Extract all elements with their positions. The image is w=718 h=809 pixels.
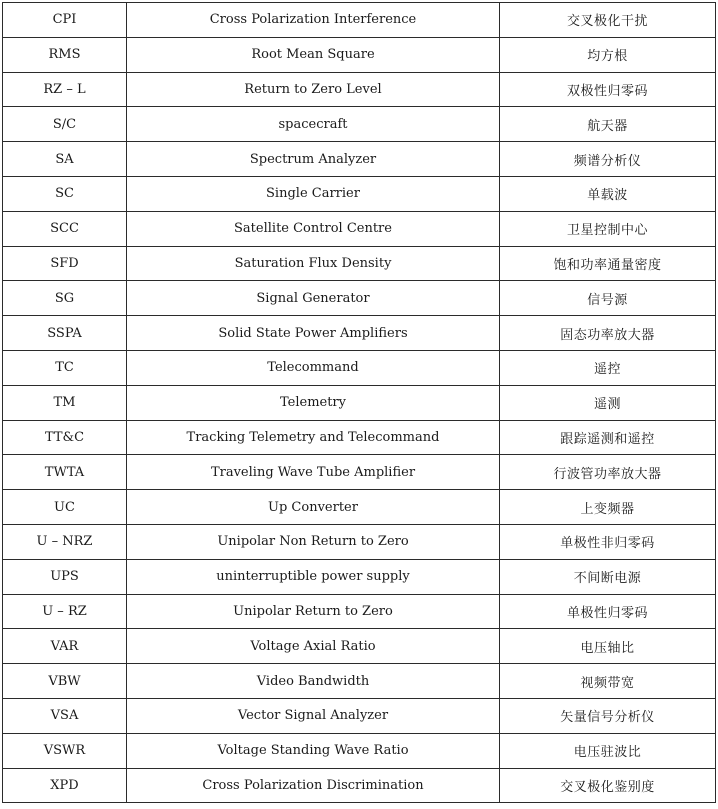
chinese-term-cell: 卫星控制中心 — [500, 211, 716, 246]
full-term-cell: Voltage Standing Wave Ratio — [127, 733, 500, 768]
table-row — [3, 594, 716, 629]
abbreviation-cell: SSPA — [3, 316, 127, 351]
full-term-cell: Signal Generator — [127, 281, 500, 316]
full-term-cell: Up Converter — [127, 490, 500, 525]
table-row — [3, 37, 716, 72]
full-term-cell: Unipolar Non Return to Zero — [127, 524, 500, 559]
full-term-cell: Spectrum Analyzer — [127, 142, 500, 177]
table-row — [3, 3, 716, 38]
abbreviation-cell: SCC — [3, 211, 127, 246]
abbreviation-cell: U – RZ — [3, 594, 127, 629]
abbreviation-table — [2, 2, 716, 803]
chinese-term-cell: 单极性非归零码 — [500, 524, 716, 559]
table-row — [3, 559, 716, 594]
table-row — [3, 385, 716, 420]
table-row — [3, 455, 716, 490]
table-row — [3, 281, 716, 316]
chinese-term-cell: 单极性归零码 — [500, 594, 716, 629]
full-term-cell: Root Mean Square — [127, 37, 500, 72]
chinese-term-cell: 固态功率放大器 — [500, 316, 716, 351]
abbreviation-cell: TWTA — [3, 455, 127, 490]
full-term-cell: Return to Zero Level — [127, 72, 500, 107]
full-term-cell: spacecraft — [127, 107, 500, 142]
abbreviation-cell: TC — [3, 350, 127, 385]
table-row — [3, 698, 716, 733]
chinese-term-cell: 不间断电源 — [500, 559, 716, 594]
chinese-term-cell: 视频带宽 — [500, 664, 716, 699]
chinese-term-cell: 频谱分析仪 — [500, 142, 716, 177]
abbreviation-cell: TT&C — [3, 420, 127, 455]
abbreviation-cell: RMS — [3, 37, 127, 72]
full-term-cell: Single Carrier — [127, 176, 500, 211]
table-row — [3, 107, 716, 142]
table-row — [3, 490, 716, 525]
table-row — [3, 629, 716, 664]
table-row — [3, 316, 716, 351]
chinese-term-cell: 电压驻波比 — [500, 733, 716, 768]
chinese-term-cell: 饱和功率通量密度 — [500, 246, 716, 281]
table-row — [3, 211, 716, 246]
chinese-term-cell: 信号源 — [500, 281, 716, 316]
chinese-term-cell: 遥控 — [500, 350, 716, 385]
full-term-cell: Video Bandwidth — [127, 664, 500, 699]
chinese-term-cell: 均方根 — [500, 37, 716, 72]
full-term-cell: Telecommand — [127, 350, 500, 385]
table-row — [3, 524, 716, 559]
abbreviation-cell: VBW — [3, 664, 127, 699]
full-term-cell: Satellite Control Centre — [127, 211, 500, 246]
chinese-term-cell: 单载波 — [500, 176, 716, 211]
chinese-term-cell: 上变频器 — [500, 490, 716, 525]
chinese-term-cell: 矢量信号分析仪 — [500, 698, 716, 733]
abbreviation-cell: UC — [3, 490, 127, 525]
full-term-cell: Traveling Wave Tube Amplifier — [127, 455, 500, 490]
table-row — [3, 420, 716, 455]
chinese-term-cell: 行波管功率放大器 — [500, 455, 716, 490]
full-term-cell: Cross Polarization Interference — [127, 3, 500, 38]
abbreviation-cell: TM — [3, 385, 127, 420]
chinese-term-cell: 交叉极化干扰 — [500, 3, 716, 38]
chinese-term-cell: 电压轴比 — [500, 629, 716, 664]
full-term-cell: Cross Polarization Discrimination — [127, 768, 500, 803]
table-row — [3, 72, 716, 107]
abbreviation-cell: SFD — [3, 246, 127, 281]
full-term-cell: Unipolar Return to Zero — [127, 594, 500, 629]
chinese-term-cell: 双极性归零码 — [500, 72, 716, 107]
chinese-term-cell: 航天器 — [500, 107, 716, 142]
full-term-cell: Tracking Telemetry and Telecommand — [127, 420, 500, 455]
abbreviation-cell: SC — [3, 176, 127, 211]
abbreviation-cell: RZ – L — [3, 72, 127, 107]
table-row — [3, 664, 716, 699]
table-row — [3, 142, 716, 177]
full-term-cell: Voltage Axial Ratio — [127, 629, 500, 664]
abbreviation-cell: XPD — [3, 768, 127, 803]
table-row — [3, 350, 716, 385]
abbreviation-cell: VSA — [3, 698, 127, 733]
abbreviation-cell: UPS — [3, 559, 127, 594]
chinese-term-cell: 遥测 — [500, 385, 716, 420]
chinese-term-cell: 跟踪遥测和遥控 — [500, 420, 716, 455]
table-row — [3, 246, 716, 281]
abbreviation-cell: SA — [3, 142, 127, 177]
abbreviation-cell: VAR — [3, 629, 127, 664]
full-term-cell: Saturation Flux Density — [127, 246, 500, 281]
full-term-cell: Vector Signal Analyzer — [127, 698, 500, 733]
table-row — [3, 176, 716, 211]
full-term-cell: Solid State Power Amplifiers — [127, 316, 500, 351]
abbreviation-cell: VSWR — [3, 733, 127, 768]
chinese-term-cell: 交叉极化鉴别度 — [500, 768, 716, 803]
full-term-cell: uninterruptible power supply — [127, 559, 500, 594]
abbreviation-cell: SG — [3, 281, 127, 316]
table-row — [3, 733, 716, 768]
abbreviation-cell: S/C — [3, 107, 127, 142]
table-row — [3, 768, 716, 803]
abbreviation-cell: U – NRZ — [3, 524, 127, 559]
abbreviation-cell: CPI — [3, 3, 127, 38]
full-term-cell: Telemetry — [127, 385, 500, 420]
